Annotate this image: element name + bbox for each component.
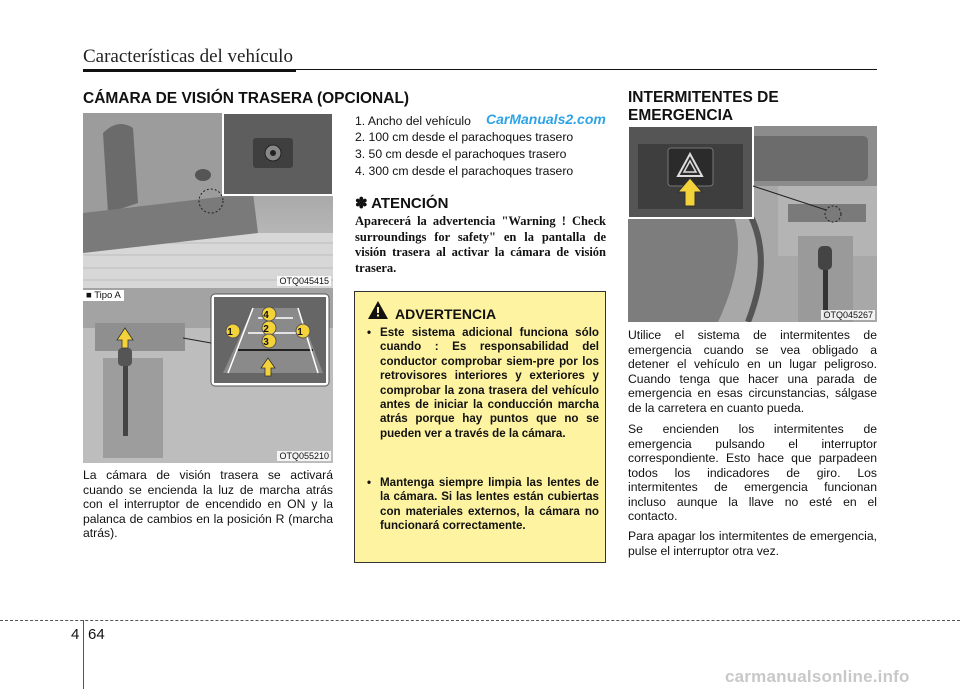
camera-body-text: La cámara de visión trasera se activará cuando se encienda la luz de marcha atrás con el interruptor de encendido en ON y la palanca de cambios en la posición R (marcha atrás).	[83, 468, 333, 540]
rear-camera-illustration	[83, 113, 333, 288]
list-item-1: 1. Ancho del vehículo	[355, 114, 471, 128]
bullet: •	[367, 476, 372, 489]
camera-display-photo-code: OTQ055210	[279, 451, 329, 461]
list-item-4: 4. 300 cm desde el parachoques trasero	[355, 164, 574, 178]
hazard-title-line1: INTERMITENTES DE	[628, 89, 779, 106]
guide-number-labels	[83, 288, 333, 463]
warning-item-text: Este sistema adicional funciona sólo cuando : Es responsabilidad del conductor comprobar siem-pre por los retrovisores interiores y exteriores y comprobar la zona trasera del vehículo antes de iniciar la conducción marcha atrás porque hay puntos que no se pueden ver a través de la cámara.	[380, 326, 599, 440]
footer-rule	[0, 620, 960, 621]
camera-display-photo	[83, 288, 333, 463]
guide-number-3: 3	[263, 337, 269, 348]
header-rule	[296, 69, 877, 70]
bullet: •	[367, 326, 372, 339]
rear-camera-photo-code: OTQ045415	[279, 276, 329, 286]
guide-number-2: 2	[263, 324, 269, 335]
warning-item-text: Mantenga siempre limpia las lentes de la cámara. Si las lentes están cubiertas con materiales externos, la cámara no funcionará correctamente.	[380, 476, 599, 533]
tipo-a-label: ■ Tipo A	[83, 290, 124, 301]
warning-box	[354, 291, 606, 563]
page-header-title: Características del vehículo	[83, 46, 293, 67]
camera-section-title: CÁMARA DE VISIÓN TRASERA (OPCIONAL)	[83, 90, 410, 107]
warning-heading: ADVERTENCIA	[395, 306, 497, 322]
guide-number-1-right: 1	[297, 327, 303, 338]
header-rule-thick	[83, 69, 296, 72]
chapter-number: 4	[71, 626, 80, 643]
attention-heading: ✽ ATENCIÓN	[355, 195, 449, 212]
attention-text: Aparecerá la advertencia "Warning ! Check surroundings for safety" en la pantalla de visión trasera al activar la cámara de visión trasera.	[355, 214, 606, 275]
rear-camera-photo	[83, 113, 333, 288]
hazard-title-line2: EMERGENCIA	[628, 107, 734, 124]
watermark-text: CarManuals2.com	[486, 111, 606, 127]
hazard-switch-photo	[628, 126, 877, 322]
warning-item-2	[367, 476, 599, 534]
hazard-paragraph-2: Se encienden los intermitentes de emergencia pulsando el interruptor correspondiente. Esto hace que parpadeen todos los indicadores de giro. Los intermitentes de emergencia funcionan incluso aunque la llave no esté en el contacto.	[628, 422, 877, 523]
hazard-paragraph-3: Para apagar los intermitentes de emergencia, pulse el interruptor otra vez.	[628, 529, 877, 558]
guide-number-4: 4	[263, 310, 269, 321]
list-item-3: 3. 50 cm desde el parachoques trasero	[355, 147, 567, 161]
list-item-2: 2. 100 cm desde el parachoques trasero	[355, 130, 574, 144]
site-watermark: carmanualsonline.info	[725, 667, 910, 686]
hazard-switch-illustration	[628, 126, 877, 322]
footer-divider	[83, 620, 84, 689]
guide-number-1-left: 1	[227, 327, 233, 338]
warning-item-1	[367, 326, 599, 441]
hazard-photo-code: OTQ045267	[823, 310, 873, 320]
page-number: 64	[88, 626, 105, 643]
hazard-paragraph-1: Utilice el sistema de intermitentes de emergencia cuando se vea obligado a detener el vehículo en un lugar peligroso. Cuando tenga que hacer una parada de emergencia en esas circunstancias, sálgase de la carretera en cuanto pueda.	[628, 328, 877, 415]
warning-triangle-icon	[367, 300, 389, 320]
